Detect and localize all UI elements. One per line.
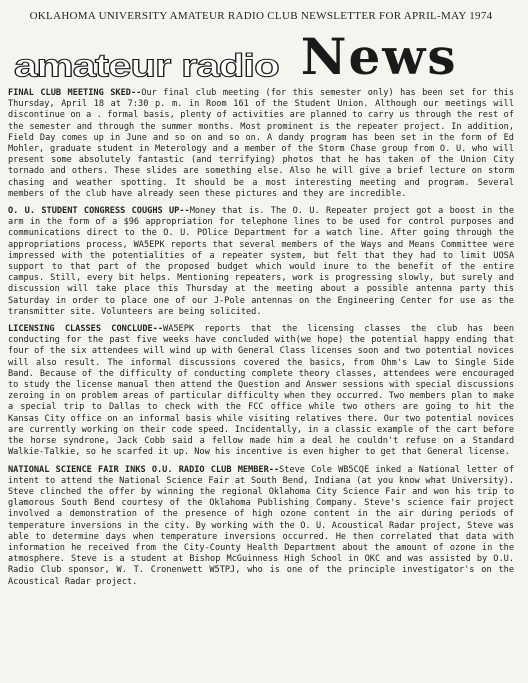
article-licensing-classes xyxy=(8,324,514,458)
article-final-club-meeting xyxy=(8,88,514,200)
article-body: Money that is. The O. U. Repeater project got a boost in the arm in the form of a $96 appropriation for telephone lines to be used for control purposes and communications direct to the O. U. POlice Department for a watch line. After going through the appropriations process, WA5EPK reports that several members of the Ways and Means Committee were impressed with the potentialities of a repeater system, but felt that they had to limit UOSA support to that part of the proposed budget which would inure to the benefit of the entire campus. Still, every bit helps. Mentioning repeaters, work is progressing slowly, but surely and discussion will take place this Thursday at the meeting about a possible antenna party this Saturday in order to place one of our J-Pole antennas on the Engineering Center for use as the transmitter site. Volunteers are being solicited. xyxy=(8,206,514,317)
article-title: NATIONAL SCIENCE FAIR INKS O.U. RADIO CLUB MEMBER-- xyxy=(8,464,280,475)
masthead-logo-amateur-radio: amateur radio xyxy=(14,46,279,84)
article-student-congress xyxy=(8,206,514,318)
article-title: LICENSING CLASSES CONCLUDE-- xyxy=(8,324,164,335)
article-title: FINAL CLUB MEETING SKED-- xyxy=(8,88,142,98)
article-science-fair xyxy=(8,465,514,588)
article-body: WA5EPK reports that the licensing classes the club has been conducting for the past five weeks have concluded with(we hope) the potential happy ending that four of the six attendees will wind up with General Class licenses soon and two potential novices will also result. The informal discussions covered the basics, from Ohm's Law to Single Side Band. Because of the difficulty of conducting complete theory classes, attendees were encouraged to study the license manual then attend the Question and Answer sessions with special discussions zeroing in on problem areas of particular difficulty when they occurred. Two members plan to make a special trip to Dallas to check with the FCC office while two others are going to hit the Kansas City office on an informal basis while visiting relatives there. Our two potential novices are currently working on their code speed. Incidentally, in a classic example of the cart before the horse syndrone, Jack Cobb said a fellow made him a deal he couldn't refuse on a Standard Walkie-Talkie, so he scarfed it up. Now his incentive is even higher to get that General license. xyxy=(8,324,514,458)
newsletter-header: OKLAHOMA UNIVERSITY AMATEUR RADIO CLUB NEWSLETTER FOR APRIL-MAY 1974 xyxy=(29,10,493,22)
article-body: Our final club meeting (for this semester only) has been set for this Thursday, April 18 at 7:30 p. m. in Room 161 of the Student Union. Although our meetings will discontinue on a . formal basis, plenty of activities are planned to carry us through the rest of the semester and through the summer months. Most prominent is the repeater project. In addition, Field Day comes up in June and so on and so on. A dandy program has been set in the form of Ed Mohler, graduate student in Meterology and a member of the Storm Chase group from O. U. who will present some absolutely fantastic (and terrifying) photos that he has taken of the Union City tornado and others. These slides are something else. Also he will give a brief lecture on storm chasing and weather spotting. It should be a most interesting meeting and program. Several members of the club have already seen these pictures and they are incredible. xyxy=(8,88,514,199)
masthead-logo-news: News xyxy=(300,27,458,86)
article-body: Steve Cole WB5CQE inked a National letter of intent to attend the National Science Fair at South Bend, Indiana (at you know what University). Steve clinched the offer by winning the regional Oklahoma City Science Fair and won his trip to glamorous South Bend courtesy of the Oklahoma Publishing Company. Steve's science fair project involved a demonstration of the presence of high ozone content in the air during periods of temperature inversions in the city. By working with the O. U. Acoustical Radar project, Steve was able to determine days when temperature inversions occurred. He then correlated that data with information he received from the City-County Health Department about the amount of ozone in the atmosphere. Steve is a student at Bishop McGuinness High School in OKC and was assisted by O.U. Radio Club sponsor, W. T. Cronenwett W5TPJ, who is one of the principle investigator's on the Acoustical Radar project. xyxy=(8,464,514,587)
masthead xyxy=(14,26,514,86)
article-title: O. U. STUDENT CONGRESS COUGHS UP-- xyxy=(8,206,190,217)
